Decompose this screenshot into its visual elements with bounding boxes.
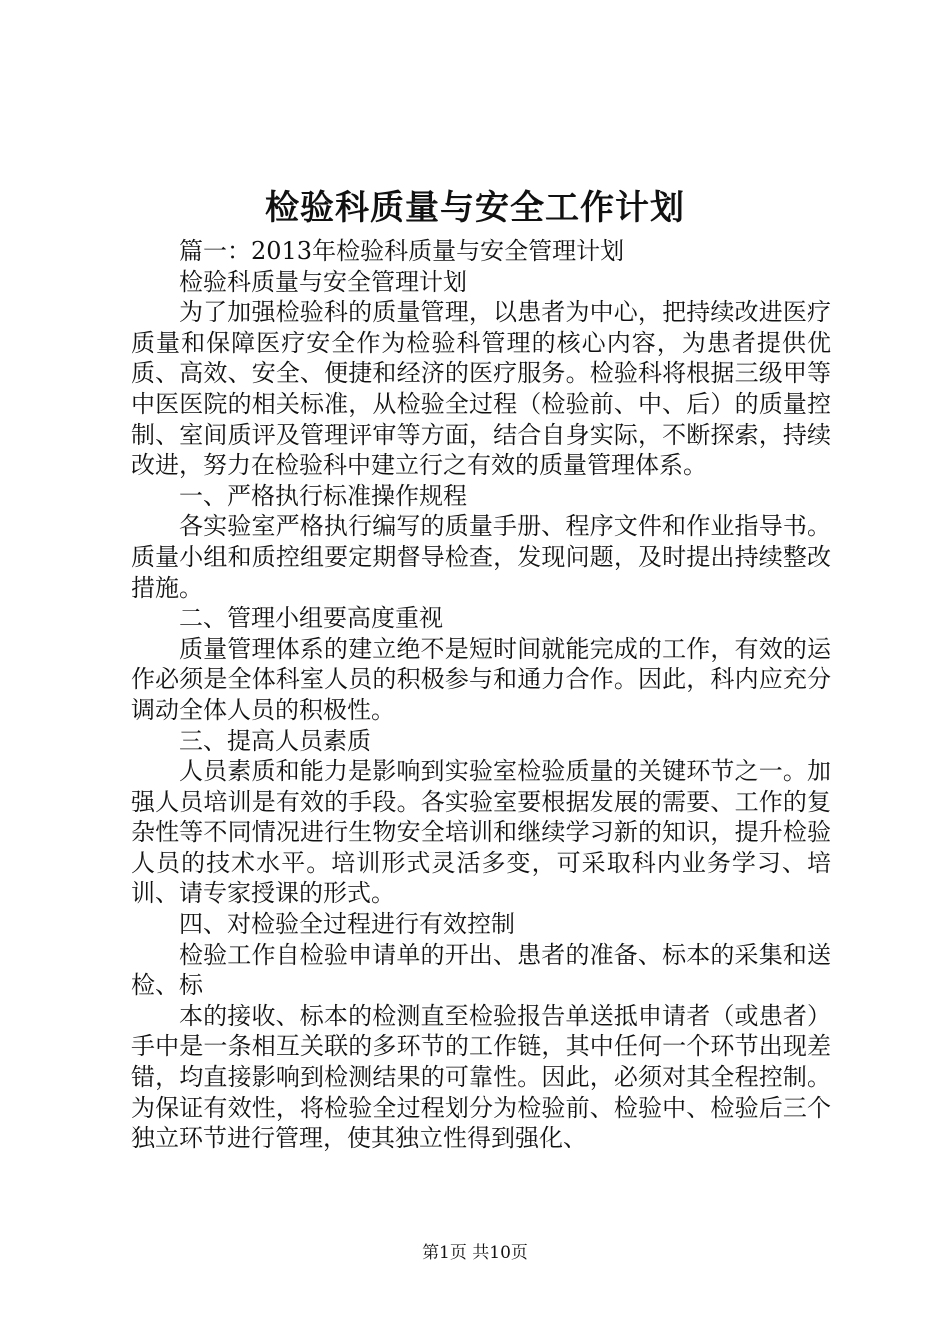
paragraph: 本的接收、标本的检测直至检验报告单送抵申请者（或患者）手中是一条相互关联的多环节的工作链，其中任何一个环节出现差错，均直接影响到检测结果的可靠性。因此，必须对其全程控制。为保证有效性，将检验全过程划分为检验前、检验中、检验后三个独立环节进行管理，使其独立性得到强化、 [131, 1001, 831, 1153]
document-body [131, 236, 831, 1154]
paragraph: 人员素质和能力是影响到实验室检验质量的关键环节之一。加强人员培训是有效的手段。各实验室要根据发展的需要、工作的复杂性等不同情况进行生物安全培训和继续学习新的知识，提升检验人员的技术水平。培训形式灵活多变，可采取科内业务学习、培训、请专家授课的形式。 [131, 757, 831, 908]
paragraph: 为了加强检验科的质量管理，以患者为中心，把持续改进医疗质量和保障医疗安全作为检验科管理的核心内容，为患者提供优质、高效、安全、便捷和经济的医疗服务。检验科将根据三级甲等中医医院的相关标准，从检验全过程（检验前、中、后）的质量控制、室间质评及管理评审等方面，结合自身实际，不断探索，持续改进，努力在检验科中建立行之有效的质量管理体系。 [131, 298, 831, 480]
section-heading: 一、严格执行标准操作规程 [179, 481, 467, 510]
page-footer: 第1页 共10页 [422, 1243, 528, 1263]
document-title: 检验科质量与安全工作计划 [265, 188, 685, 228]
paragraph: 质量管理体系的建立绝不是短时间就能完成的工作，有效的运作必须是全体科室人员的积极参与和通力合作。因此，科内应充分调动全体人员的积极性。 [131, 634, 831, 724]
paragraph: 检验工作自检验申请单的开出、患者的准备、标本的采集和送检、标 [131, 940, 831, 1000]
subtitle: 检验科质量与安全管理计划 [179, 267, 467, 296]
section-heading: 二、管理小组要高度重视 [179, 604, 443, 633]
paragraph: 各实验室严格执行编写的质量手册、程序文件和作业指导书。质量小组和质控组要定期督导检查，发现问题，及时提出持续整改措施。 [131, 512, 831, 602]
section-heading: 四、对检验全过程进行有效控制 [179, 910, 515, 939]
section-heading: 篇一：2013年检验科质量与安全管理计划 [179, 237, 625, 265]
section-heading: 三、提高人员素质 [179, 726, 371, 755]
